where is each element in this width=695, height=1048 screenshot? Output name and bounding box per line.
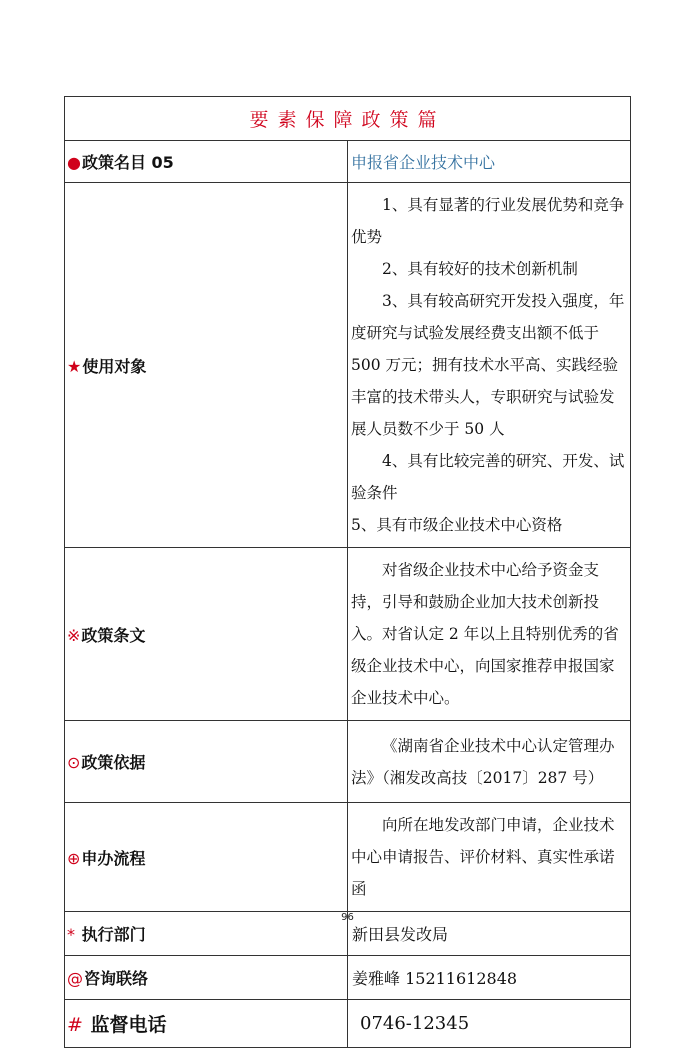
circled-plus-icon: ⊕ bbox=[67, 848, 81, 868]
dept-value: 新田县发改局 bbox=[348, 912, 631, 956]
target-line: 1、具有显著的行业发展优势和竞争优势 bbox=[351, 196, 625, 246]
process-row bbox=[65, 803, 631, 912]
label-text: 监督电话 bbox=[90, 1014, 167, 1036]
contact-row bbox=[65, 956, 631, 1000]
policy-table bbox=[64, 96, 631, 1048]
process-label bbox=[65, 803, 348, 912]
target-line: 2、具有较好的技术创新机制 bbox=[382, 260, 578, 278]
policy-name-label bbox=[65, 141, 348, 183]
bullet-icon: ● bbox=[67, 153, 81, 172]
basis-label bbox=[65, 721, 348, 803]
target-row bbox=[65, 183, 631, 548]
contact-label bbox=[65, 956, 348, 1000]
label-text: 执行部门 bbox=[81, 925, 146, 944]
supervise-value: 0746-12345 bbox=[348, 1000, 631, 1048]
basis-content bbox=[348, 721, 631, 803]
asterisk-icon: * bbox=[67, 925, 75, 944]
label-text: 申办流程 bbox=[81, 848, 146, 868]
reference-mark-icon: ※ bbox=[67, 625, 81, 645]
basis-text: 《湖南省企业技术中心认定管理办法》（湘发改高技〔2017〕287 号） bbox=[351, 736, 615, 787]
title-row bbox=[65, 97, 631, 141]
clause-row bbox=[65, 548, 631, 721]
target-label bbox=[65, 183, 348, 548]
supervise-label bbox=[65, 1000, 348, 1048]
supervise-row bbox=[65, 1000, 631, 1048]
basis-row bbox=[65, 721, 631, 803]
page-number: 96 bbox=[341, 912, 354, 923]
label-text: 使用对象 bbox=[82, 356, 147, 376]
label-text: 政策名目 05 bbox=[81, 153, 174, 172]
target-line: 5、具有市级企业技术中心资格 bbox=[351, 516, 563, 534]
target-line: 3、具有较高研究开发投入强度，年度研究与试验发展经费支出额不低于 500 万元；拥有技术水平高、实践经验丰富的技术带头人，专职研究与试验发展人员数不少于 50 人 bbox=[351, 292, 625, 438]
process-text: 向所在地发改部门申请，企业技术中心申请报告、评价材料、真实性承诺函 bbox=[351, 816, 615, 898]
clause-text: 对省级企业技术中心给予资金支持，引导和鼓励企业加大技术创新投入。对省认定 2 年以上且特别优秀的省级企业技术中心，向国家推荐申报国家企业技术中心。 bbox=[351, 561, 619, 707]
policy-name-value[interactable]: 申报省企业技术中心 bbox=[348, 141, 631, 183]
label-text: 咨询联络 bbox=[84, 969, 149, 988]
hash-icon: # bbox=[67, 1014, 83, 1036]
contact-value: 姜雅峰 15211612848 bbox=[348, 956, 631, 1000]
table-title: 要素保障政策篇 bbox=[65, 97, 631, 141]
clause-label bbox=[65, 548, 348, 721]
circled-dot-icon: ⊙ bbox=[67, 753, 81, 772]
target-content bbox=[348, 183, 631, 548]
label-text: 政策依据 bbox=[81, 753, 146, 772]
policy-name-row bbox=[65, 141, 631, 183]
process-content bbox=[348, 803, 631, 912]
target-line: 4、具有比较完善的研究、开发、试验条件 bbox=[351, 452, 625, 502]
label-text: 政策条文 bbox=[81, 625, 146, 645]
at-sign-icon: @ bbox=[67, 969, 83, 988]
star-icon: ★ bbox=[67, 356, 82, 376]
clause-content bbox=[348, 548, 631, 721]
